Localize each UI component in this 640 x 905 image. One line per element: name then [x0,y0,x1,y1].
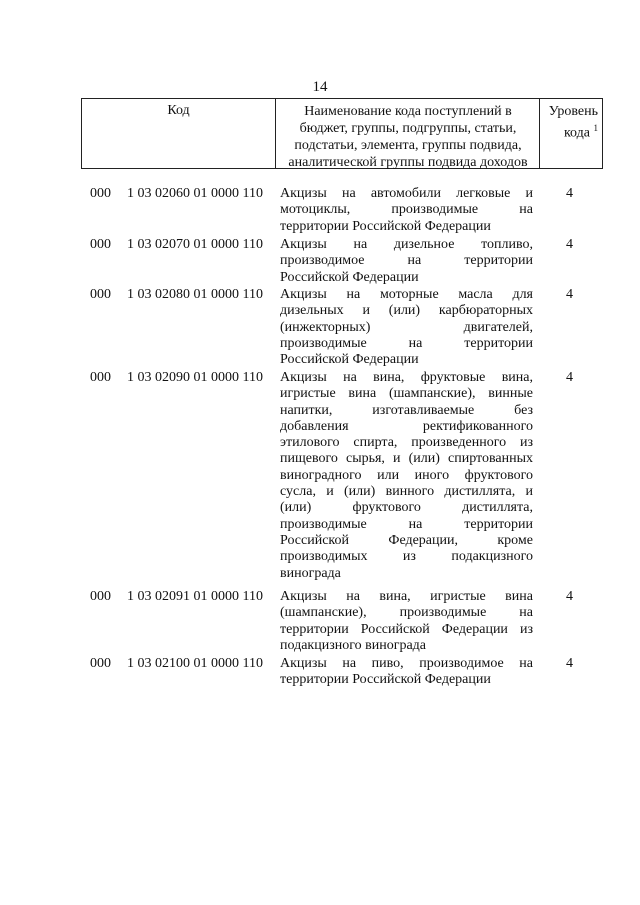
description-line: мотоциклы, производимые на [280,202,533,218]
income-description [280,237,533,286]
header-level-line [549,120,598,142]
description-line: производимые на территории [280,516,533,532]
income-description [280,287,533,368]
budget-code: 1 03 02080 01 0000 110 [127,287,263,302]
income-description [280,656,533,689]
header-level-line: Уровень [548,104,598,119]
description-line: винограда [280,565,341,581]
description-line: Акцизы на моторные масла для [280,287,533,302]
admin-code: 000 [90,589,111,604]
description-line: территории Российской Федерации [280,218,491,234]
table-header [81,98,603,169]
header-level-text: кода [563,125,590,141]
code-level: 4 [566,370,573,385]
footnote-marker: 1 [593,123,598,133]
description-line: (или) фруктового дистиллята, [280,500,533,516]
description-line: Российской Федерации [280,352,419,368]
description-line: Российской Федерации [280,269,419,285]
code-level: 4 [566,237,573,252]
header-code-cell [82,99,275,168]
header-name-line: аналитической группы подвида доходов [288,155,528,170]
header-code-label: Код [167,103,190,118]
description-line: производимое на территории [280,253,533,269]
description-line: территории Российской Федерации из [280,621,533,637]
header-level-cell [539,99,602,168]
description-line: дизельных и (или) карбюраторных [280,303,533,319]
code-level: 4 [566,589,573,604]
admin-code: 000 [90,370,111,385]
description-line: виноградного или иного фруктового [280,467,533,483]
description-line: сусла, и (или) винного дистиллята, и [280,484,533,500]
admin-code: 000 [90,656,111,671]
description-line: (шампанские), производимые на [280,605,533,621]
description-line: производимых из подакцизного [280,549,533,565]
budget-code: 1 03 02090 01 0000 110 [127,370,263,385]
budget-code: 1 03 02091 01 0000 110 [127,589,263,604]
description-line: территории Российской Федерации [280,672,491,688]
description-line: напитки, изготавливаемые без [280,402,533,418]
description-line: Акцизы на вина, фруктовые вина, [280,370,533,385]
budget-code: 1 03 02070 01 0000 110 [127,237,263,252]
description-line: Акцизы на вина, игристые вина [280,589,533,604]
code-level: 4 [566,656,573,671]
description-line: пищевого сырья, и (или) спиртованных [280,451,533,467]
description-line: Акцизы на автомобили легковые и [280,186,533,201]
admin-code: 000 [90,186,111,201]
description-line: производимые на территории [280,335,533,351]
description-line: Акцизы на дизельное топливо, [280,237,533,252]
header-name-line: бюджет, группы, подгруппы, статьи, [299,121,517,136]
header-name-line: Наименование кода поступлений в [304,104,512,119]
budget-code: 1 03 02060 01 0000 110 [127,186,263,201]
description-line: подакцизного винограда [280,637,427,653]
income-description [280,186,533,235]
income-description [280,370,533,582]
description-line: добавления ректификованного [280,418,533,434]
header-level-label [549,103,598,142]
income-description [280,589,533,654]
page-number: 14 [312,79,328,95]
code-level: 4 [566,287,573,302]
admin-code: 000 [90,237,111,252]
header-name-line: подстатьи, элемента, группы подвида, [294,138,522,153]
header-name-label [276,103,540,171]
description-line: Российской Федерации, кроме [280,532,533,548]
code-level: 4 [566,186,573,201]
admin-code: 000 [90,287,111,302]
description-line: этилового спирта, произведенного из [280,435,533,451]
budget-code: 1 03 02100 01 0000 110 [127,656,263,671]
description-line: игристые вина (шампанские), винные [280,386,533,402]
description-line: Акцизы на пиво, производимое на [280,656,533,671]
description-line: (инжекторных) двигателей, [280,319,533,335]
